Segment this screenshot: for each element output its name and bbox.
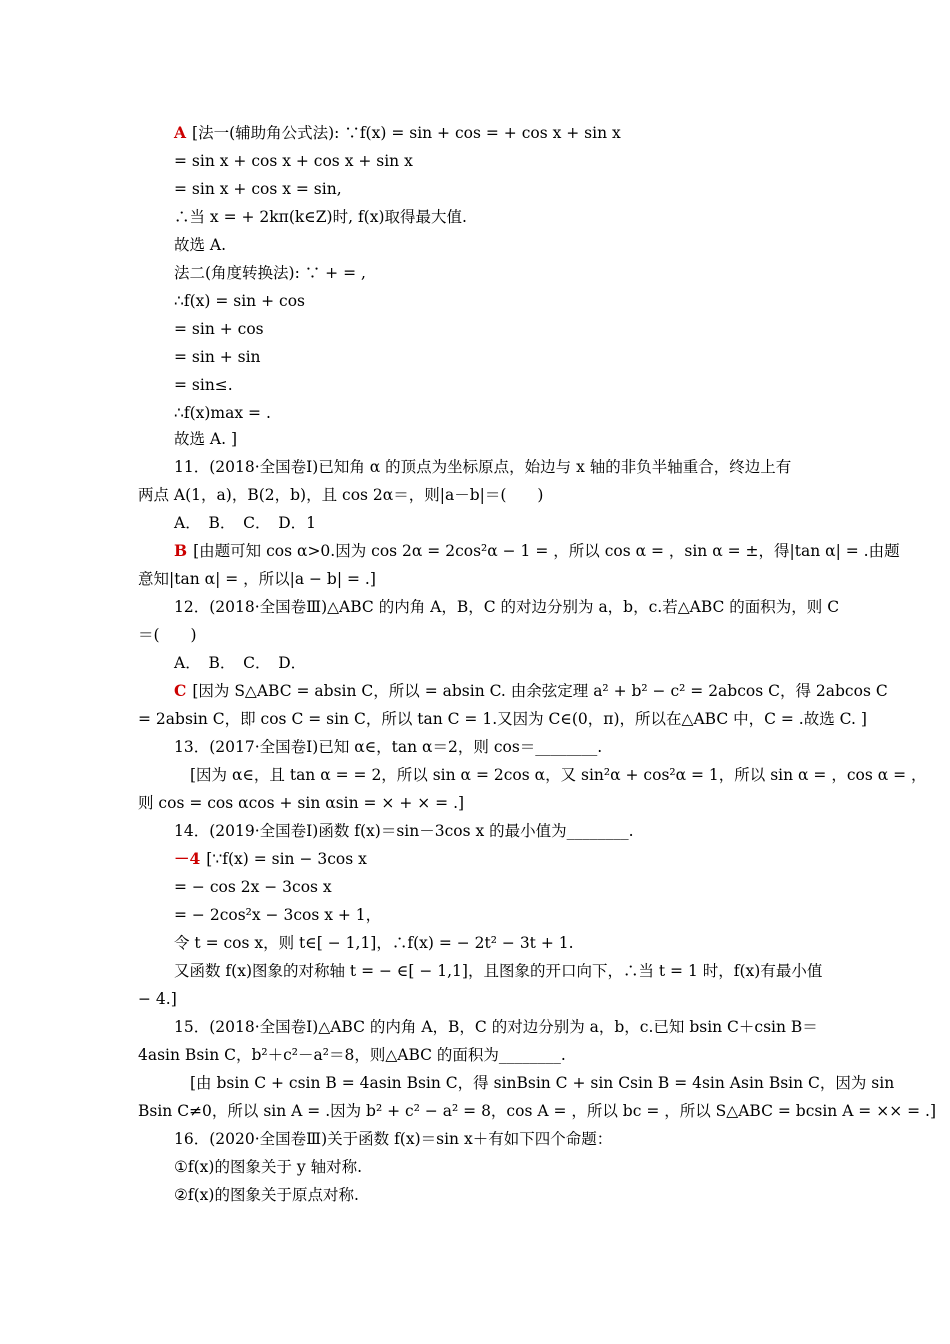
text-line: Bsin C≠0，所以 sin A = .因为 b² + c² − a² = 8，cos A = ，所以 bc = ，所以 S△ABC = bcsin A = ×× = .] [138, 1102, 937, 1120]
text-line: ＝( ) [138, 626, 197, 644]
text-line: 故选 A. [174, 236, 227, 254]
text-line: ∴f(x)max = . [174, 404, 271, 422]
text-line: 又函数 f(x)图象的对称轴 t = − ∈[ − 1,1]，且图象的开口向下，∴当 t = 1 时，f(x)有最小值 [174, 962, 823, 980]
text-line: = sin + sin [174, 348, 261, 366]
text-line: 则 cos = cos αcos + sin αsin = × + × = .] [138, 794, 465, 812]
options-line: A． B． C． D． [174, 654, 307, 672]
text-line: ∴当 x = + 2kπ(k∈Z)时, f(x)取得最大值. [174, 208, 467, 226]
question-14: 14．(2019·全国卷Ⅰ)函数 f(x)＝sin－3cos x 的最小值为________. [174, 822, 634, 840]
text-line: －4 [∵f(x) = sin − 3cos x [174, 849, 367, 868]
text-line: = sin x + cos x = sin, [174, 180, 342, 198]
text-line: 意知|tan α| = ，所以|a − b| = .] [138, 570, 376, 588]
answer-mark: C [174, 681, 187, 700]
text-line: C [因为 S△ABC = absin C，所以 = absin C. 由余弦定理 a² + b² − c² = 2abcos C，得 2abcos C [174, 681, 888, 700]
question-16: 16．(2020·全国卷Ⅲ)关于函数 f(x)＝sin x＋有如下四个命题： [174, 1130, 613, 1148]
text-line: [由 bsin C + csin B = 4asin Bsin C，得 sinBsin C + sin Csin B = 4sin Asin Bsin C，因为 sin [190, 1074, 895, 1092]
text-line: = sin≤. [174, 376, 233, 394]
text-line: = − cos 2x − 3cos x [174, 878, 332, 896]
text-line: ∴f(x) = sin + cos [174, 292, 305, 310]
text-line: 法二(角度转换法): ∵ + = , [174, 264, 366, 282]
text-line: − 4.] [138, 990, 177, 1008]
text-line: = sin x + cos x + cos x + sin x [174, 152, 413, 170]
text-line: = − 2cos²x − 3cos x + 1， [174, 906, 382, 924]
text-line: ①f(x)的图象关于 y 轴对称. [174, 1158, 363, 1176]
text-line: B [由题可知 cos α>0.因为 cos 2α = 2cos²α − 1 = ，所以 cos α = ，sin α = ±，得|tan α| = .由题 [174, 541, 900, 560]
answer-mark: －4 [174, 849, 201, 868]
text-line: ②f(x)的图象关于原点对称. [174, 1186, 359, 1204]
text-line: 两点 A(1，a)，B(2，b)，且 cos 2α＝，则|a－b|＝( ) [138, 486, 544, 504]
text-line: 令 t = cos x，则 t∈[ − 1,1]，∴f(x) = − 2t² − 3t + 1. [174, 934, 574, 952]
question-13: 13．(2017·全国卷Ⅰ)已知 α∈，tan α＝2，则 cos＝________. [174, 738, 603, 756]
text-line: 故选 A. ] [174, 430, 238, 448]
text-line: 4asin Bsin C，b²＋c²－a²＝8，则△ABC 的面积为________. [138, 1046, 566, 1064]
question-15: 15．(2018·全国卷Ⅰ)△ABC 的内角 A，B，C 的对边分别为 a，b，c.已知 bsin C＋csin B＝ [174, 1018, 818, 1036]
question-11: 11．(2018·全国卷Ⅰ)已知角 α 的顶点为坐标原点，始边与 x 轴的非负半轴重合，终边上有 [174, 458, 792, 476]
question-12: 12．(2018·全国卷Ⅲ)△ABC 的内角 A，B，C 的对边分别为 a，b，c.若△ABC 的面积为，则 C [174, 598, 840, 616]
text-line: = 2absin C，即 cos C = sin C，所以 tan C = 1.又因为 C∈(0，π)，所以在△ABC 中，C = .故选 C. ] [138, 710, 867, 728]
text-line: = sin + cos [174, 320, 264, 338]
answer-mark: B [174, 541, 188, 560]
answer-mark: A [174, 123, 187, 142]
options-line: A． B． C． D．1 [174, 514, 316, 532]
text-line: A [法一(辅助角公式法): ∵f(x) = sin + cos = + cos x + sin x [174, 123, 621, 142]
text-line: [因为 α∈，且 tan α = = 2，所以 sin α = 2cos α，又 sin²α + cos²α = 1，所以 sin α = ，cos α = ， [190, 766, 927, 784]
